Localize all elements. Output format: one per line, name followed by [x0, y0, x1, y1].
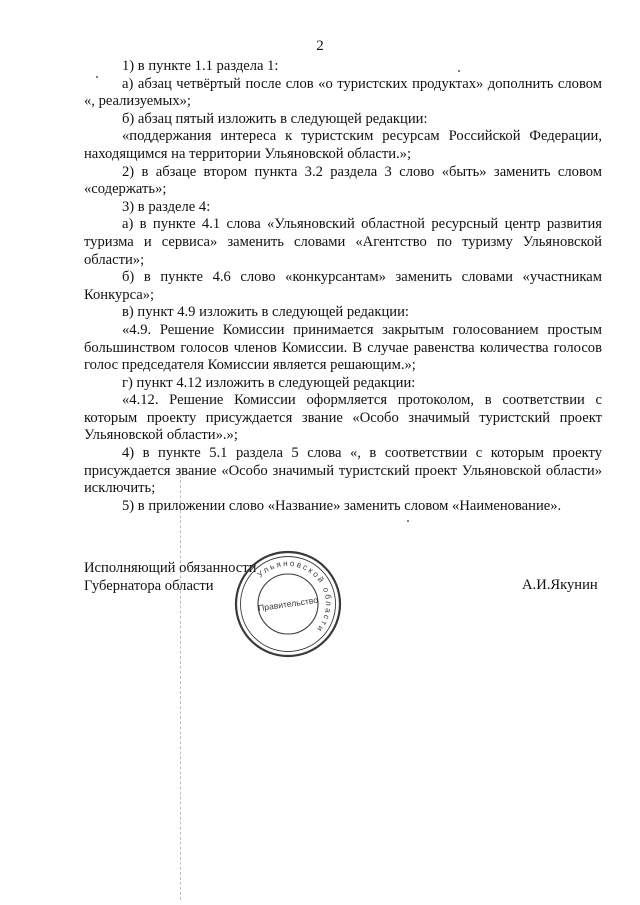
seal-ring-text: Ульяновской области: [255, 558, 334, 635]
official-seal-stamp: [232, 548, 344, 660]
paragraph: б) абзац пятый изложить в следующей редакции:: [122, 110, 428, 127]
paragraph: 3) в разделе 4:: [122, 198, 211, 215]
signatory-position-line: Губернатора области: [84, 577, 214, 594]
paragraph: б) в пункте 4.6 слово «конкурсантам» заменить словами «участникам Конкурса»;: [84, 269, 602, 303]
paragraph: «поддержания интереса к туристским ресурсам Российской Федерации, находящимся на территории Ульяновской области.»;: [84, 128, 602, 162]
scan-speck: [407, 520, 409, 522]
seal-center-text: Правительство: [257, 594, 319, 614]
paragraph: а) в пункте 4.1 слова «Ульяновский областной ресурсный центр развития туризма и сервиса» заменить словами «Агентство по туризму Ульяновской области»;: [84, 216, 602, 268]
paragraph: 5) в приложении слово «Название» заменить словом «Наименование».: [122, 497, 562, 514]
paragraph: «4.9. Решение Комиссии принимается закрытым голосованием простым большинством голосов членов Комиссии. В случае равенства количества голосов голос председателя Комиссии является решающим.»;: [84, 321, 602, 374]
page-number: 2: [316, 38, 324, 54]
signatory-name: А.И.Якунин: [522, 577, 598, 593]
paragraph: в) пункт 4.9 изложить в следующей редакции:: [122, 304, 409, 321]
paragraph: 1) в пункте 1.1 раздела 1:: [122, 58, 279, 74]
paragraph: «4.12. Решение Комиссии оформляется протоколом, в соответствии с которым проекту присуждается звание «Особо значимый туристский проект Ульяновской области».»;: [84, 392, 602, 444]
paragraph: 4) в пункте 5.1 раздела 5 слова «, в соответствии с которым проекту присуждается звание «Особо значимый туристский проект Ульяновской области» исключить;: [84, 445, 602, 497]
signatory-position: [84, 560, 256, 595]
signatory-position-line: Исполняющий обязанности: [84, 560, 257, 576]
paragraph: а) абзац четвёртый после слов «о туристских продуктах» дополнить словом «, реализуемых»;: [84, 75, 602, 110]
paragraph: г) пункт 4.12 изложить в следующей редакции:: [122, 374, 416, 391]
document-body: [84, 58, 602, 515]
paragraph: 2) в абзаце втором пункта 3.2 раздела 3 слово «быть» заменить словом «содержать»;: [84, 163, 602, 198]
scan-artifact-line: [180, 470, 182, 900]
